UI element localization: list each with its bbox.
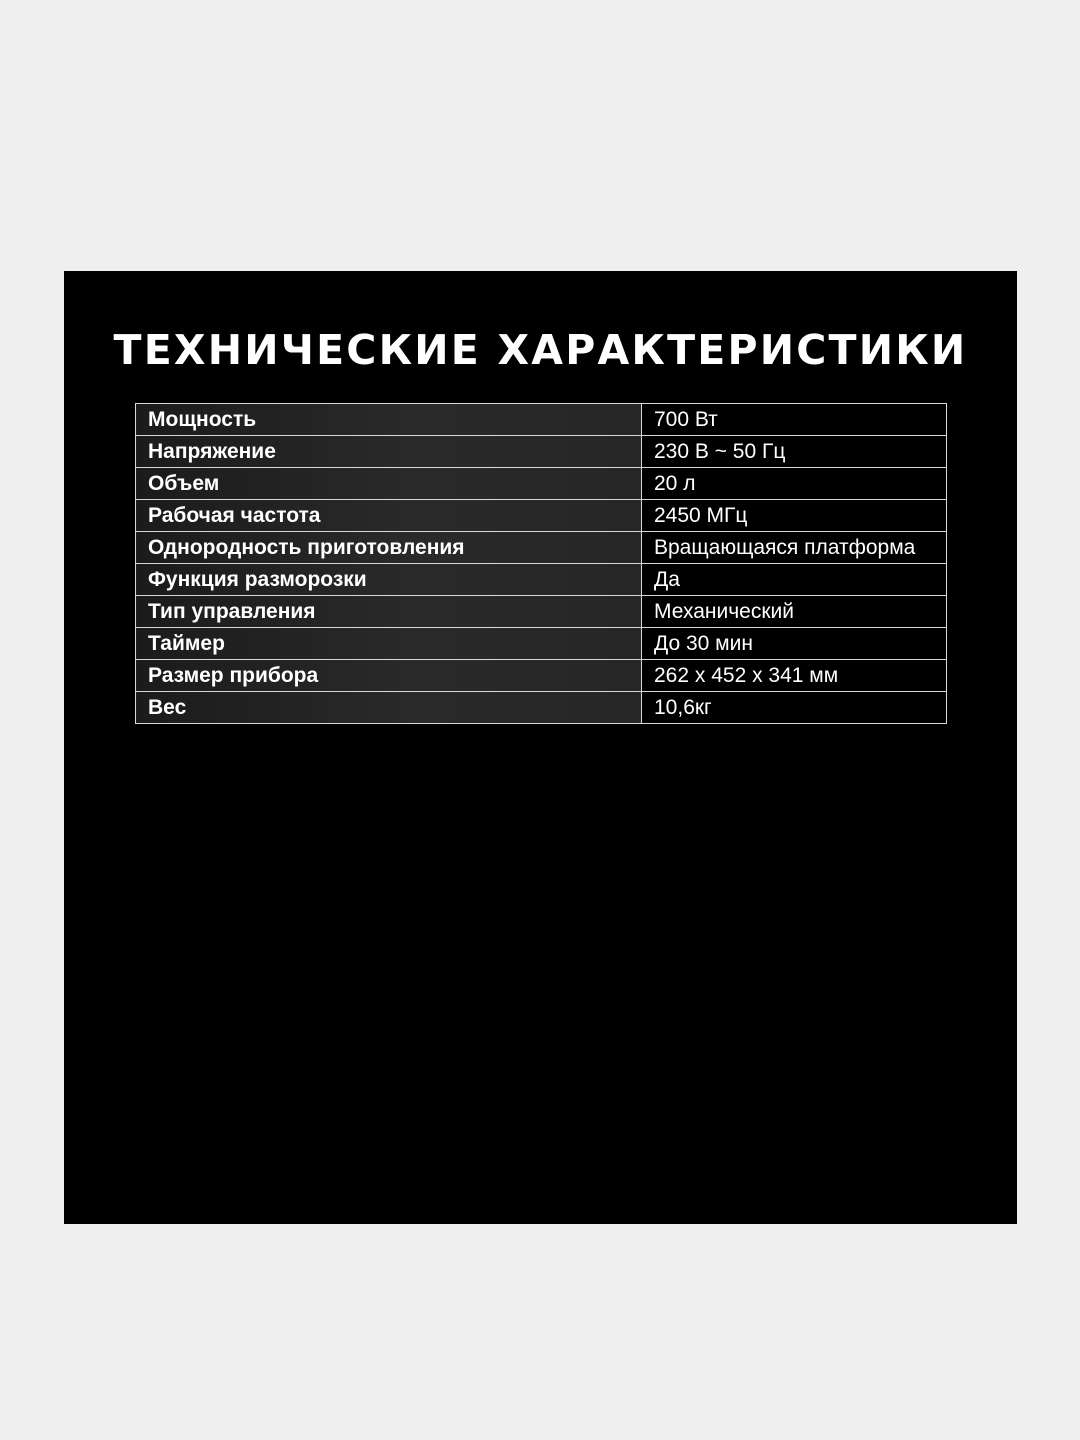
- table-row: [136, 596, 947, 628]
- spec-label: Объем: [136, 468, 642, 500]
- spec-value: 262 x 452 x 341 мм: [642, 660, 947, 692]
- spec-label: Однородность приготовления: [136, 532, 642, 564]
- spec-value: 2450 МГц: [642, 500, 947, 532]
- table-row: [136, 564, 947, 596]
- table-row: [136, 660, 947, 692]
- table-row: [136, 628, 947, 660]
- spec-label: Таймер: [136, 628, 642, 660]
- page-title: ТЕХНИЧЕСКИЕ ХАРАКТЕРИСТИКИ: [113, 326, 968, 374]
- spec-label: Рабочая частота: [136, 500, 642, 532]
- table-row: [136, 532, 947, 564]
- spec-value: 20 л: [642, 468, 947, 500]
- table-row: [136, 436, 947, 468]
- spec-label: Мощность: [136, 404, 642, 436]
- spec-value: До 30 мин: [642, 628, 947, 660]
- spec-label: Напряжение: [136, 436, 642, 468]
- table-row: [136, 404, 947, 436]
- spec-panel: [64, 271, 1017, 1224]
- spec-value: Механический: [642, 596, 947, 628]
- spec-value: 700 Вт: [642, 404, 947, 436]
- spec-label: Функция разморозки: [136, 564, 642, 596]
- spec-label: Размер прибора: [136, 660, 642, 692]
- spec-table: [135, 403, 947, 724]
- spec-label: Вес: [136, 692, 642, 724]
- spec-value: 10,6кг: [642, 692, 947, 724]
- table-row: [136, 692, 947, 724]
- spec-value: Да: [642, 564, 947, 596]
- table-row: [136, 468, 947, 500]
- spec-value: 230 В ~ 50 Гц: [642, 436, 947, 468]
- spec-label: Тип управления: [136, 596, 642, 628]
- table-row: [136, 500, 947, 532]
- spec-value: Вращающаяся платформа: [642, 532, 947, 564]
